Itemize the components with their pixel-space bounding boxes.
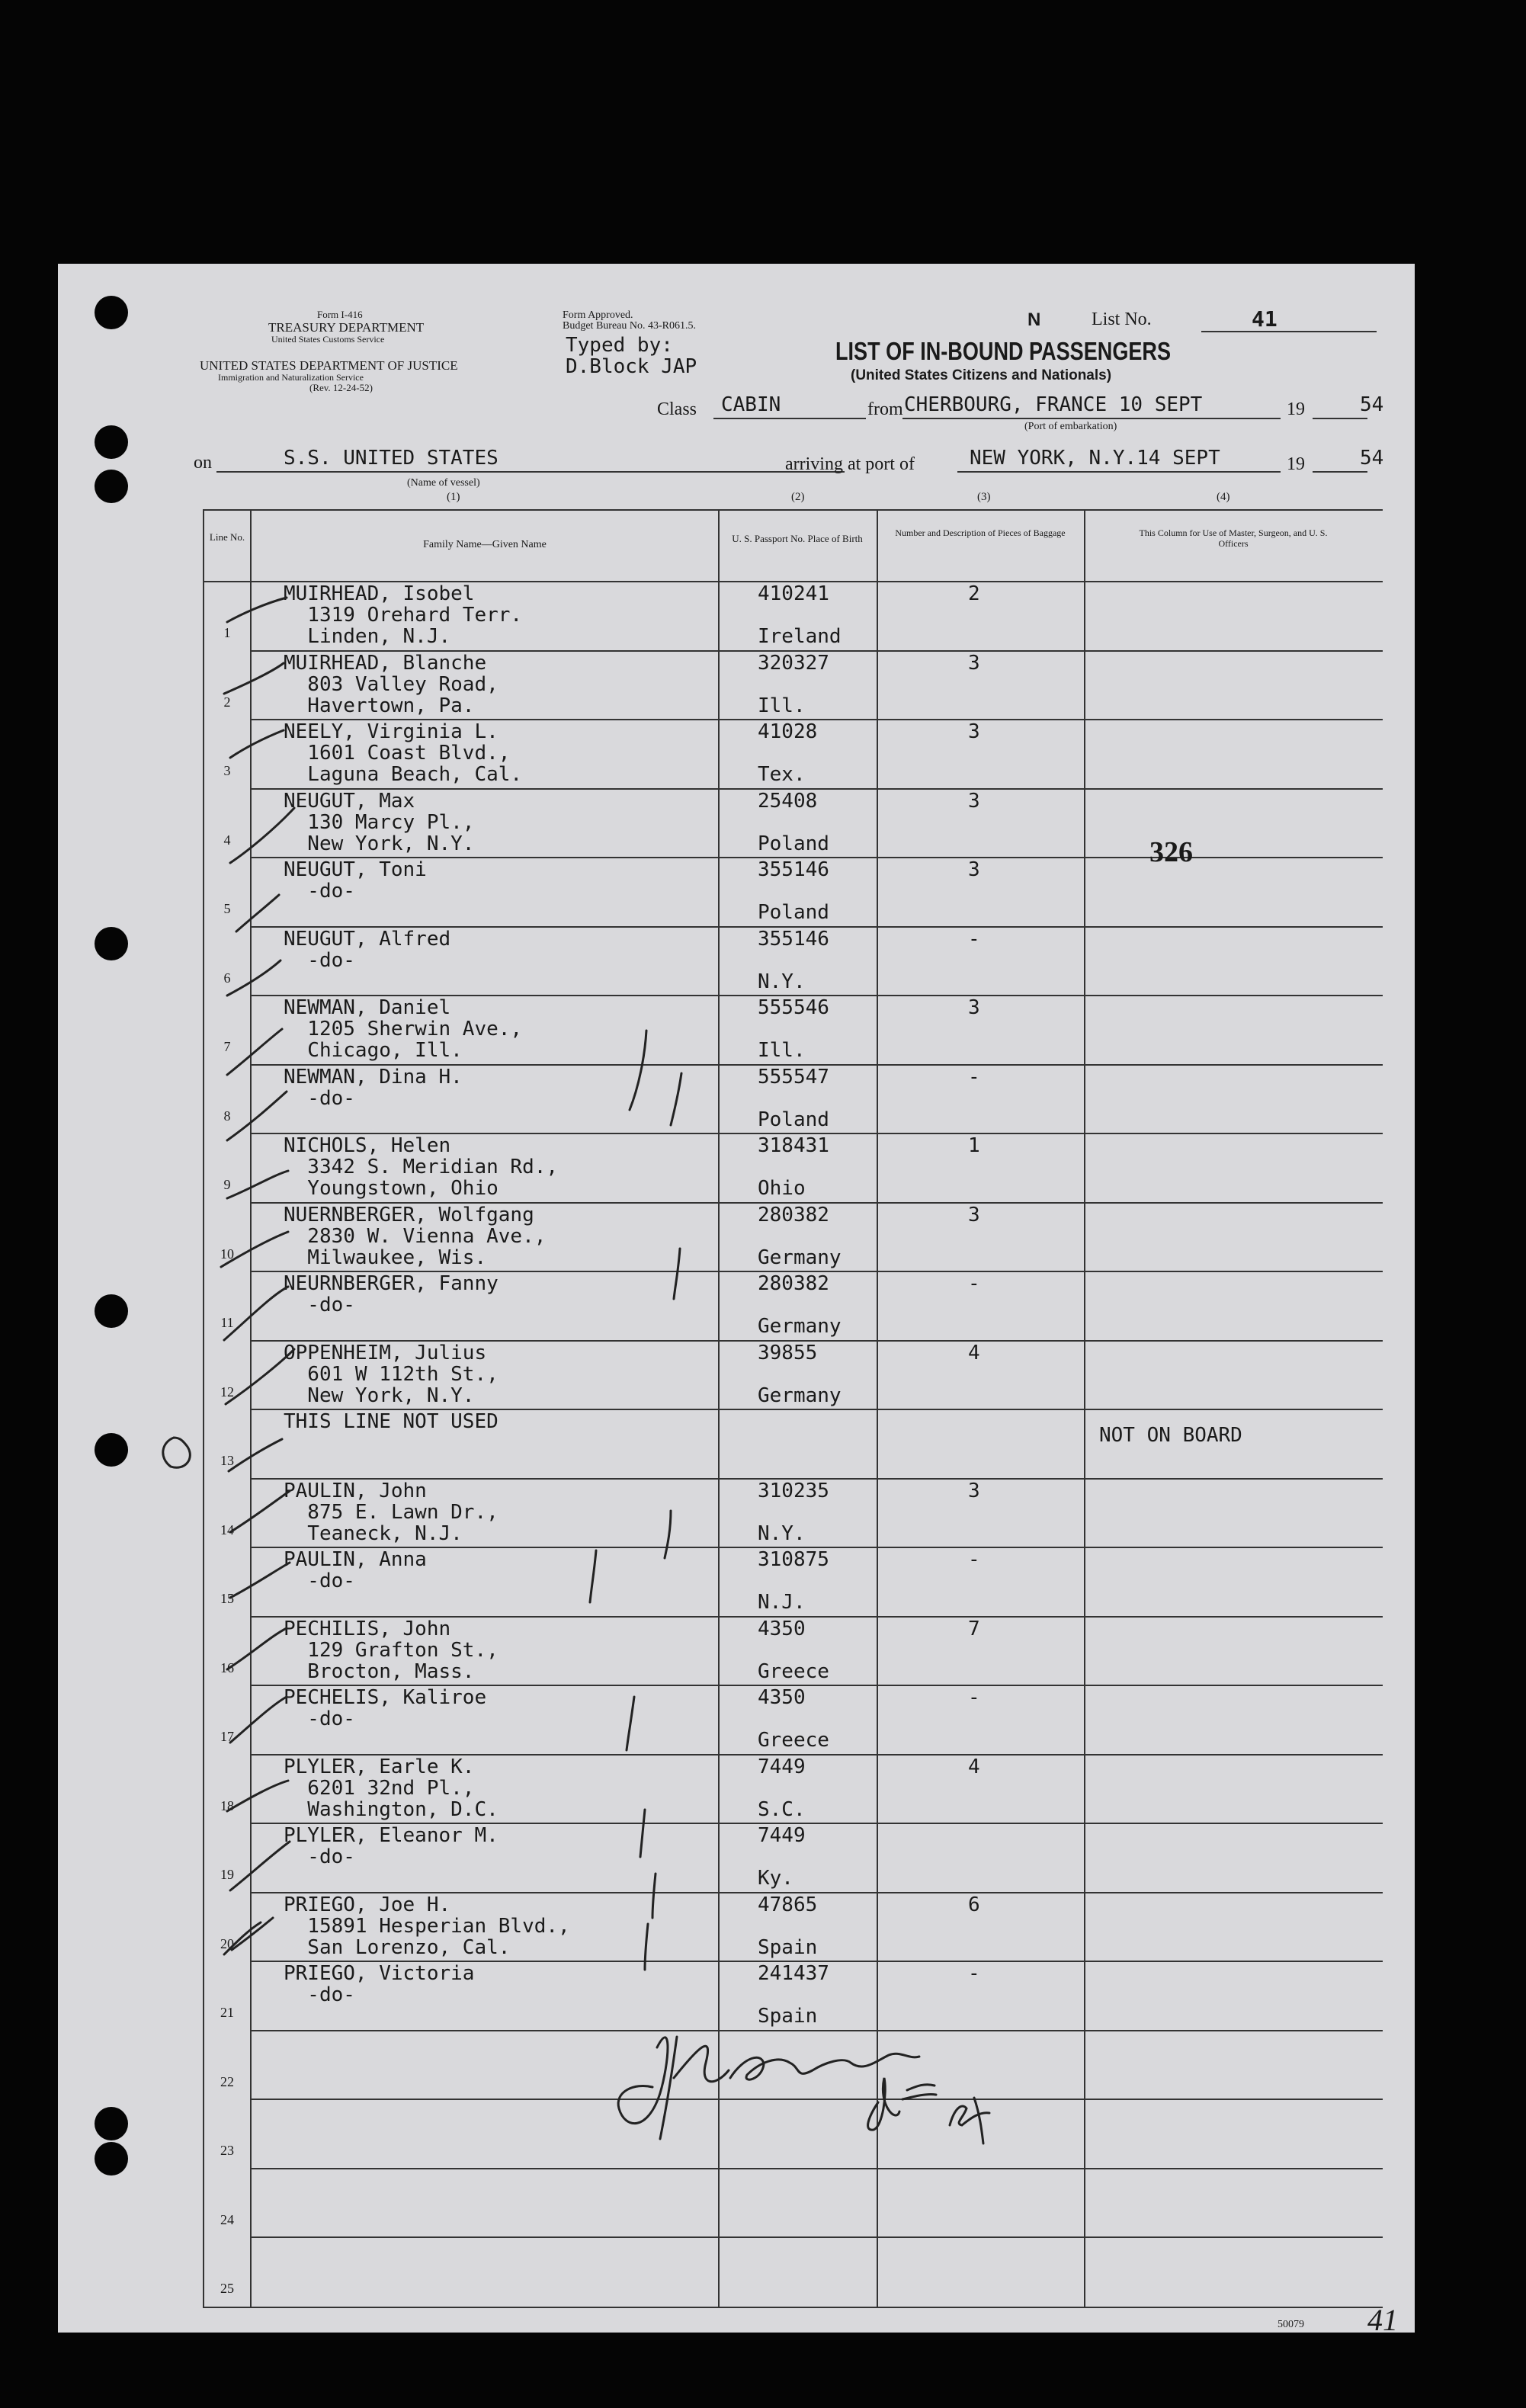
row-number: 23 [220,2143,234,2158]
row-number: 14 [220,1521,234,1537]
place-of-birth: Germany [758,1384,842,1407]
passenger-address: Laguna Beach, Cal. [284,763,523,786]
from-label: from [867,399,903,419]
passport-number: 410241 [758,582,829,605]
row-number: 8 [223,1108,231,1124]
place-of-birth: Ireland [758,625,842,648]
baggage-count: - [968,1272,980,1295]
passenger-name: PLYLER, Earle K. [284,1755,475,1778]
baggage-count: 3 [968,858,980,881]
baggage-count: - [968,1548,980,1571]
passenger-address: Havertown, Pa. [284,694,475,717]
port-embarkation-caption: (Port of embarkation) [1024,421,1117,432]
header-name: Family Name—Given Name [423,539,547,550]
place-of-birth: Germany [758,1315,842,1338]
place-of-birth: Spain [758,2005,818,2028]
handwritten-marks [58,264,1415,2333]
passenger-name: PAULIN, Anna [284,1548,427,1571]
passenger-name: NEWMAN, Daniel [284,996,451,1019]
arriving-value: NEW YORK, N.Y.14 SEPT [970,447,1220,470]
baggage-count: 1 [968,1134,980,1157]
place-of-birth: Spain [758,1935,818,1959]
place-of-birth: N.Y. [758,1521,806,1545]
arrival-year: 54 [1360,447,1384,470]
place-of-birth: Greece [758,1729,829,1752]
passport-number: 310235 [758,1479,829,1502]
class-label: Class [657,399,697,419]
passenger-name: MUIRHEAD, Blanche [284,651,487,675]
from-value: CHERBOURG, FRANCE 10 SEPT [904,393,1203,416]
page-subtitle: (United States Citizens and Nationals) [851,367,1112,383]
list-no-label: List No. [1092,309,1152,329]
row-number: 2 [223,694,231,710]
baggage-count: 4 [968,1755,980,1778]
passport-number: 7449 [758,1824,806,1847]
passport-number: 41028 [758,720,818,743]
form-number: Form I-416 [317,309,363,320]
place-of-birth: N.J. [758,1591,806,1614]
form-approved: Form Approved. [563,309,633,321]
row-number: 18 [220,1797,234,1813]
baggage-count: 6 [968,1893,980,1916]
passenger-name: MUIRHEAD, Isobel [284,582,475,605]
passport-number: 241437 [758,1962,829,1985]
passenger-name: PAULIN, John [284,1479,427,1502]
passenger-address: 130 Marcy Pl., [284,810,475,834]
page-title: LIST OF IN-BOUND PASSENGERS [835,337,1172,365]
passenger-address: San Lorenzo, Cal. [284,1935,511,1959]
passport-number: 25408 [758,789,818,813]
place-of-birth: Ill. [758,694,806,717]
passport-number: 39855 [758,1341,818,1364]
passenger-name: NUERNBERGER, Wolfgang [284,1203,534,1226]
passenger-name: PRIEGO, Victoria [284,1962,475,1985]
passenger-address: -do- [284,1570,355,1592]
treasury-dept: TREASURY DEPARTMENT [268,320,425,335]
passenger-address: New York, N.Y. [284,832,475,855]
vessel-name: S.S. UNITED STATES [284,447,499,470]
col-num-1: (1) [447,491,460,503]
row-number: 19 [220,1867,234,1882]
passenger-address: 3342 S. Meridian Rd., [284,1156,559,1178]
passport-number: 555547 [758,1065,829,1089]
baggage-count: 4 [968,1341,980,1364]
revision: (Rev. 12-24-52) [309,382,373,393]
year-prefix-2: 19 [1287,454,1305,474]
passenger-address: Teaneck, N.J. [284,1521,463,1545]
baggage-count: 3 [968,1203,980,1226]
passport-number: 4350 [758,1617,806,1640]
passenger-address: 6201 32nd Pl., [284,1776,475,1800]
year-prefix: 19 [1287,399,1305,419]
passenger-name: NEURNBERGER, Fanny [284,1272,499,1295]
row-number: 5 [223,901,231,916]
header-line-no: Line No. [209,531,245,543]
passport-number: 280382 [758,1272,829,1295]
passenger-address: 15891 Hesperian Blvd., [284,1914,570,1938]
row-number: 22 [220,2073,234,2089]
passenger-address: 129 Grafton St., [284,1638,499,1662]
place-of-birth: Ky. [758,1867,793,1890]
row-number: 7 [223,1039,231,1054]
row-number: 16 [220,1659,234,1675]
place-of-birth: Poland [758,1108,829,1131]
passenger-address: -do- [284,1845,355,1868]
place-of-birth: Germany [758,1246,842,1269]
vessel-caption: (Name of vessel) [407,477,480,489]
row-number: 13 [220,1453,234,1468]
row-number: 1 [223,625,231,640]
list-no-value: 41 [1252,306,1278,332]
passport-number: 310875 [758,1548,829,1571]
place-of-birth: Ill. [758,1039,806,1062]
passenger-address: New York, N.Y. [284,1384,475,1407]
header-baggage: Number and Description of Pieces of Baggage [895,527,1066,538]
row-number: 24 [220,2211,234,2227]
row-number: 6 [223,970,231,986]
row-number: 17 [220,1729,234,1744]
passenger-address: 601 W 112th St., [284,1362,499,1386]
passenger-address: -do- [284,880,355,903]
col-num-4: (4) [1217,491,1230,503]
row-number: 4 [223,832,231,848]
passport-number: 320327 [758,651,829,675]
budget-bureau: Budget Bureau No. 43-R061.5. [563,320,696,332]
passenger-address: -do- [284,1983,355,2006]
row-number: 20 [220,1935,234,1951]
baggage-count: 7 [968,1617,980,1640]
place-of-birth: Tex. [758,763,806,786]
passenger-address: 2830 W. Vienna Ave., [284,1224,547,1248]
col-num-2: (2) [791,491,805,503]
page-mark: 41 [1367,2303,1398,2337]
passenger-name: PECHELIS, Kaliroe [284,1686,487,1709]
passenger-name: NEUGUT, Max [284,789,415,813]
justice-dept: UNITED STATES DEPARTMENT OF JUSTICE [200,358,458,373]
passenger-address: 1319 Orehard Terr. [284,604,523,627]
passenger-address: Washington, D.C. [284,1797,499,1821]
passenger-name: PLYLER, Eleanor M. [284,1824,499,1847]
customs-service: United States Customs Service [271,334,385,345]
passenger-address: 1205 Sherwin Ave., [284,1018,523,1040]
passenger-name: NEELY, Virginia L. [284,720,499,743]
row-number: 25 [220,2281,234,2296]
officer-note: NOT ON BOARD [1099,1424,1242,1447]
baggage-count: 3 [968,720,980,743]
baggage-count: 3 [968,651,980,675]
header-officers: This Column for Use of Master, Surgeon, and U. S. Officers [1139,527,1328,549]
passenger-address: -do- [284,1086,355,1110]
passenger-name: NEUGUT, Alfred [284,927,451,951]
baggage-count: 3 [968,789,980,813]
passenger-address: Milwaukee, Wis. [284,1246,487,1269]
arriving-label: arriving at port of [785,454,915,474]
passport-number: 280382 [758,1203,829,1226]
baggage-count: 3 [968,996,980,1019]
baggage-count: - [968,1686,980,1709]
place-of-birth: Ohio [758,1177,806,1200]
n-mark: N [1027,309,1041,330]
passenger-address: 803 Valley Road, [284,672,499,696]
passenger-name: THIS LINE NOT USED [284,1410,499,1433]
typed-by-value: D.Block JAP [566,355,697,378]
footer-code: 50079 [1278,2319,1304,2330]
baggage-count: 3 [968,1479,980,1502]
passenger-name: PECHILIS, John [284,1617,451,1640]
row-number: 12 [220,1384,234,1400]
passenger-address: Youngstown, Ohio [284,1177,499,1200]
passenger-address: 875 E. Lawn Dr., [284,1500,499,1524]
passenger-address: Chicago, Ill. [284,1039,463,1062]
passenger-address: Linden, N.J. [284,625,451,648]
place-of-birth: N.Y. [758,970,806,993]
place-of-birth: S.C. [758,1797,806,1821]
passport-number: 355146 [758,927,829,951]
header-passport: U. S. Passport No. Place of Birth [732,533,863,544]
baggage-count: 2 [968,582,980,605]
baggage-count: - [968,1962,980,1985]
baggage-count: - [968,927,980,951]
passenger-name: NICHOLS, Helen [284,1134,451,1157]
place-of-birth: Greece [758,1659,829,1683]
place-of-birth: Poland [758,832,829,855]
passenger-address: -do- [284,1707,355,1730]
row-number: 10 [220,1246,234,1262]
class-value: CABIN [721,393,781,416]
passenger-name: OPPENHEIM, Julius [284,1341,487,1364]
row-number: 3 [223,763,231,778]
baggage-count: - [968,1065,980,1089]
passenger-name: NEUGUT, Toni [284,858,427,881]
passport-number: 318431 [758,1134,829,1157]
passport-number: 355146 [758,858,829,881]
from-year: 54 [1360,393,1384,416]
passenger-name: PRIEGO, Joe H. [284,1893,451,1916]
passenger-address: -do- [284,948,355,972]
manifest-sheet [58,264,1415,2337]
passenger-name: NEWMAN, Dina H. [284,1065,463,1089]
passport-number: 7449 [758,1755,806,1778]
col-num-3: (3) [977,491,991,503]
ins-service: Immigration and Naturalization Service [218,372,364,383]
stamp-number: 326 [1149,836,1193,868]
passenger-address: -do- [284,1294,355,1316]
row-number: 11 [220,1315,234,1330]
on-label: on [194,453,212,473]
row-number: 21 [220,2005,234,2020]
passenger-address: 1601 Coast Blvd., [284,742,511,765]
passport-number: 47865 [758,1893,818,1916]
row-number: 9 [223,1177,231,1192]
row-number: 15 [220,1591,234,1606]
passport-number: 4350 [758,1686,806,1709]
passport-number: 555546 [758,996,829,1019]
passenger-address: Brocton, Mass. [284,1659,475,1683]
typed-by-label: Typed by: [566,334,673,357]
place-of-birth: Poland [758,901,829,924]
